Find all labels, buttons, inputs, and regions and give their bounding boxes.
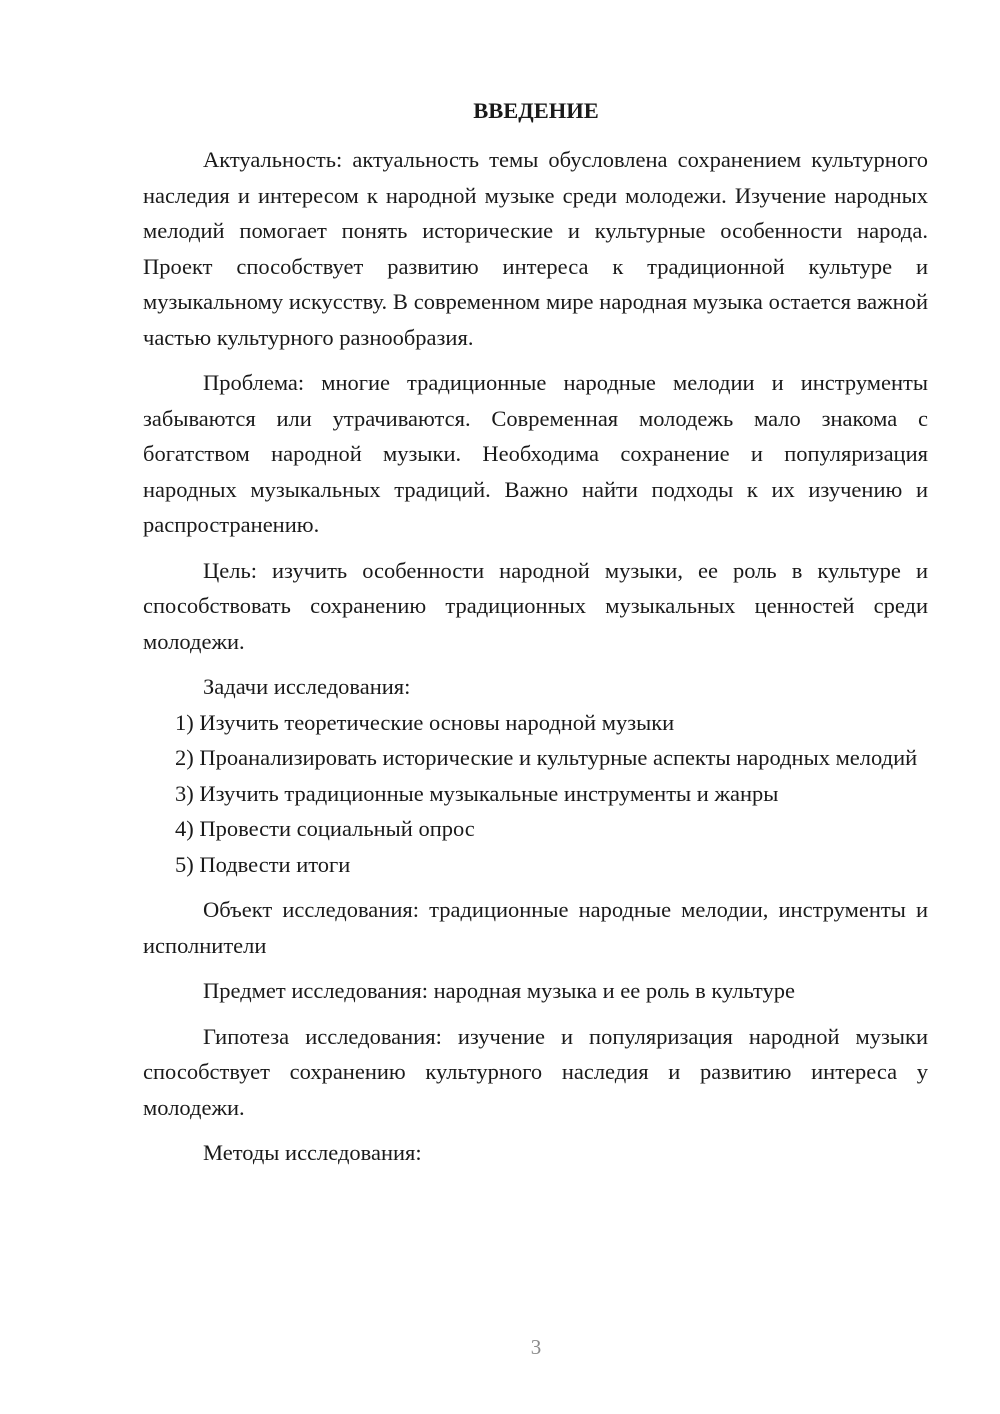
goal-paragraph: Цель: изучить особенности народной музыки, ее роль в культуре и способствовать сохранению традиционных музыкальных ценностей среди молодежи.	[143, 557, 928, 654]
task-item-2: 2) Проанализировать исторические и культурные аспекты народных мелодий	[175, 745, 918, 770]
task-item-5: 5) Подвести итоги	[175, 851, 351, 877]
hypothesis-paragraph: Гипотеза исследования: изучение и популяризация народной музыки способствует сохранению культурного наследия и развитию интереса у молодежи.	[143, 1023, 928, 1120]
tasks-title: Задачи исследования:	[203, 674, 411, 699]
object-paragraph: Объект исследования: традиционные народные мелодии, инструменты и исполнители	[143, 897, 928, 958]
document-body	[143, 142, 928, 1171]
page-number: 3	[530, 1335, 542, 1359]
relevance-paragraph: Актуальность: актуальность темы обусловлена сохранением культурного наследия и интересом к народной музыке среди молодежи. Изучение народных мелодий помогает понять исторические и культурные особенности народа. Проект способствует развитию интереса к традиционной культуре и музыкальному искусству. В современном мире народная музыка остается важной частью культурного разнообразия.	[143, 147, 928, 350]
problem-paragraph: Проблема: многие традиционные народные мелодии и инструменты забываются или утрачиваются. Современная молодежь мало знакома с богатством народной музыки. Необходима сохранение и популяризация народных музыкальных традиций. Важно найти подходы к их изучению и распространению.	[143, 370, 928, 537]
subject-paragraph: Предмет исследования: народная музыка и ее роль в культуре	[203, 978, 795, 1003]
methods-title: Методы исследования:	[203, 1140, 422, 1165]
task-item-1: 1) Изучить теоретические основы народной музыки	[175, 709, 675, 735]
task-item-4: 4) Провести социальный опрос	[175, 816, 475, 841]
task-item-3: 3) Изучить традиционные музыкальные инструменты и жанры	[175, 780, 779, 806]
page-heading: ВВЕДЕНИЕ	[473, 98, 599, 123]
